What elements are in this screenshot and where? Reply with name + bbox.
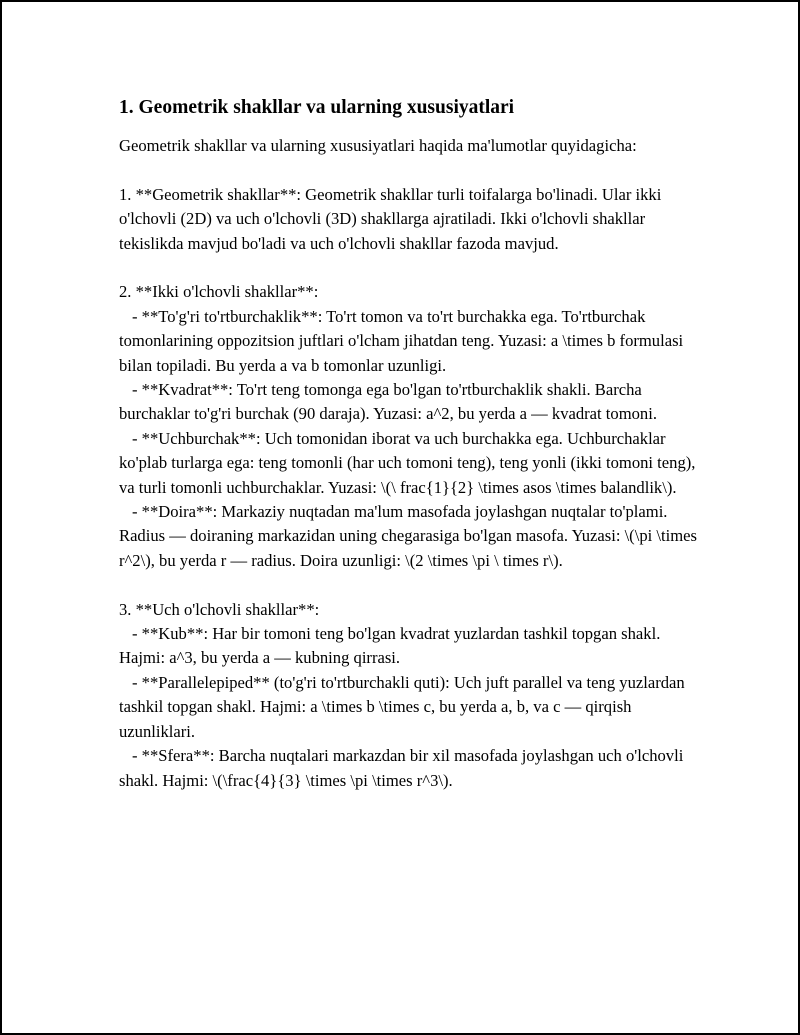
paragraph-gap bbox=[119, 256, 699, 280]
list-item-sphere bbox=[119, 744, 699, 793]
intro-paragraph: Geometrik shakllar va ularning xususiyatlari haqida ma'lumotlar quyidagicha: bbox=[119, 136, 637, 155]
document-body bbox=[119, 94, 699, 793]
list-item-cube bbox=[119, 622, 699, 671]
document-title: 1. Geometrik shakllar va ularning xususiyatlari bbox=[119, 97, 515, 118]
list-item-circle bbox=[119, 500, 699, 573]
list-item-triangle bbox=[119, 427, 699, 500]
paragraph-gap bbox=[119, 573, 699, 597]
list-item-text: - **Kub**: Har bir tomoni teng bo'lgan kvadrat yuzlardan tashkil topgan shakl. Hajmi: a^3, bu yerda a — kubning qirrasi. bbox=[119, 624, 661, 668]
paragraph-gap bbox=[119, 158, 699, 182]
list-item-text: - **To'g'ri to'rtburchaklik**: To'rt tomon va to'rt burchakka ega. To'rtburchak tomonlarining oppozitsion juftlari o'lcham jihatdan teng. Yuzasi: a \times b formulasi bilan topiladi. Bu yerda a va b tomonlar uzunligi. bbox=[119, 306, 684, 375]
list-item-text: - **Kvadrat**: To'rt teng tomonga ega bo'lgan to'rtburchaklik shakli. Barcha burchaklar to'g'ri burchak (90 daraja). Yuzasi: a^2, bu yerda a — kvadrat tomoni. bbox=[119, 380, 657, 424]
section-3-heading: 3. **Uch o'lchovli shakllar**: bbox=[119, 599, 320, 619]
list-item-text: - **Uchburchak**: Uch tomonidan iborat va uch burchakka ega. Uchburchaklar ko'plab turlarga ega: teng tomonli (har uch tomoni teng), teng yonli (ikki tomoni teng), va turli tomonli uchburchaklar. Yuzasi: \(\ frac{1}{2} \times asos \times balandlik\). bbox=[119, 428, 696, 497]
section-1-paragraph: 1. **Geometrik shakllar**: Geometrik shakllar turli toifalarga bo'linadi. Ular ikki o'lchovli (2D) va uch o'lchovli (3D) shakllarga ajratiladi. Ikki o'lchovli shakllar tekislikda mavjud bo'ladi va uch o'lchovli shakllar fazoda mavjud. bbox=[119, 184, 662, 253]
section-2-heading: 2. **Ikki o'lchovli shakllar**: bbox=[119, 282, 319, 302]
list-item-square bbox=[119, 378, 699, 427]
list-item-parallelepiped bbox=[119, 671, 699, 744]
list-item-text: - **Parallelepiped** (to'g'ri to'rtburchakli quti): Uch juft parallel va teng yuzlardan tashkil topgan shakl. Hajmi: a \times b \times c, bu yerda a, b, va c — qirqish uzunliklari. bbox=[119, 672, 685, 741]
list-item-text: - **Sfera**: Barcha nuqtalari markazdan bir xil masofada joylashgan uch o'lchovli shakl. Hajmi: \(\frac{4}{3} \times \pi \times r^3\). bbox=[119, 746, 684, 790]
list-item-text: - **Doira**: Markaziy nuqtadan ma'lum masofada joylashgan nuqtalar to'plami. Radius — doiraning markazidan uning chegarasiga bo'lgan masofa. Yuzasi: \(\pi \times r^2\), bu yerda r — radius. Doira uzunligi: \(2 \times \pi \ times r\). bbox=[119, 502, 697, 570]
list-item-rectangle bbox=[119, 305, 699, 378]
